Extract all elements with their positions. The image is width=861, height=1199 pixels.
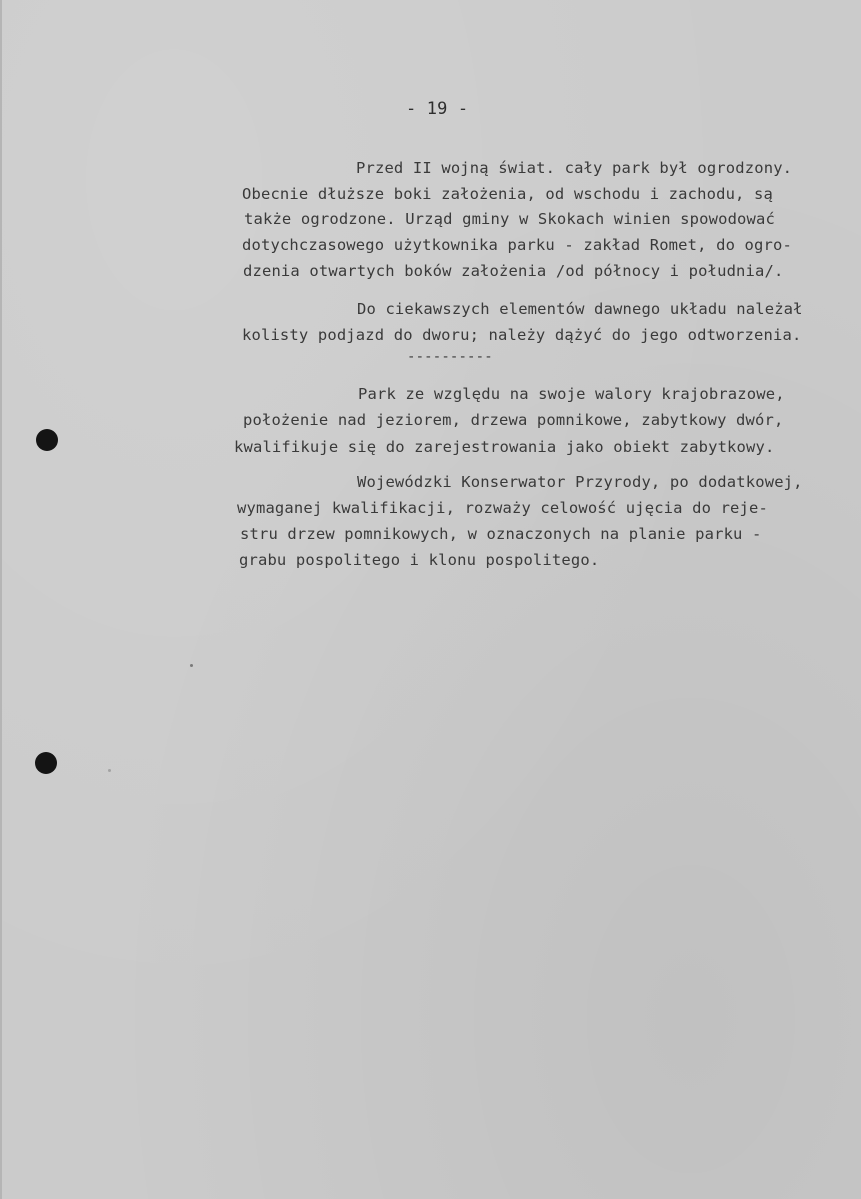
text-line: wymaganej kwalifikacji, rozważy celowość ujęcia do reje- (237, 499, 768, 517)
page-number: - 19 - (406, 99, 469, 119)
punch-hole (35, 752, 57, 774)
text-line: kolisty podjazd do dworu; należy dążyć do jego odtworzenia. (242, 326, 802, 344)
paper-speck (190, 664, 193, 667)
text-line: położenie nad jeziorem, drzewa pomnikowe, zabytkowy dwór, (243, 411, 784, 429)
text-line: grabu pospolitego i klonu pospolitego. (239, 551, 600, 569)
text-line: kwalifikuje się do zarejestrowania jako obiekt zabytkowy. (234, 438, 775, 456)
text-line: stru drzew pomnikowych, w oznaczonych na planie parku - (240, 525, 762, 543)
punch-hole (36, 429, 58, 451)
text-line: Obecnie dłuższe boki założenia, od wschodu i zachodu, są (242, 185, 773, 203)
text-line: Przed II wojną świat. cały park był ogrodzony. (356, 159, 793, 177)
text-line: Wojewódzki Konserwator Przyrody, po dodatkowej, (357, 473, 803, 491)
text-line: dzenia otwartych boków założenia /od północy i południa/. (243, 262, 784, 280)
separator-line: ---------- (407, 349, 493, 365)
paper-speck (108, 769, 111, 772)
text-line: także ogrodzone. Urząd gminy w Skokach winien spowodować (244, 210, 775, 228)
text-line: Do ciekawszych elementów dawnego układu należał (357, 300, 803, 318)
text-line: dotychczasowego użytkownika parku - zakład Romet, do ogro- (242, 236, 792, 254)
text-line: Park ze względu na swoje walory krajobrazowe, (358, 385, 785, 403)
